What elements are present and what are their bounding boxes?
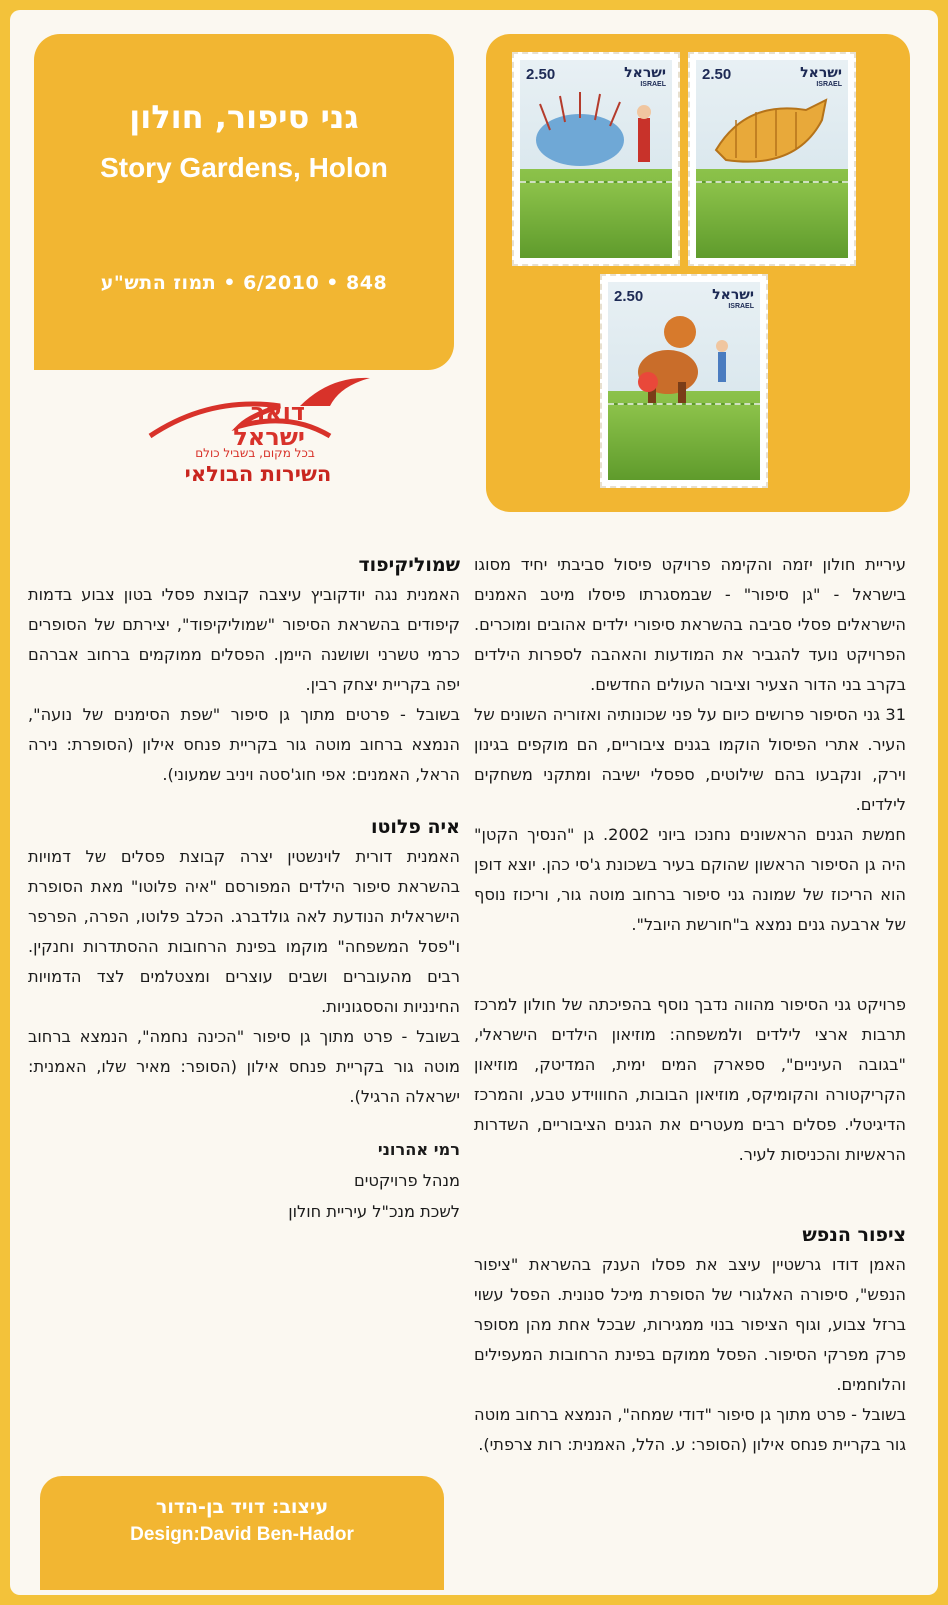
issue-line: 848 • 6/2010 • תמוז התש"ע	[100, 272, 388, 294]
designer-credit	[40, 1476, 444, 1590]
section-heading-bird: ציפור הנפש	[802, 1224, 906, 1246]
shmulik-paragraph: האמנית נגה יודקוביץ עיצבה קבוצת פסלי בטון צבוע בדמות קיפודים בהשראת הסיפור "שמוליקיפוד", יצירתם של הסופרים כרמי טשרני ושושנה היימן. הפסלים ממוקמים ברחוב אברהם יפה בקריית יצחק רבין.	[28, 585, 460, 694]
pluto-paragraph: האמנית דורית לוינשטין יצרה קבוצת פסלים של דמויות בהשראת סיפור הילדים המפורסם "איה פלוטו" מאת הסופרת הישראלית הנודעת לאה גולדברג. הכלב פלוטו, הפרה, הפרפר ו"פסל המשפחה" מוקמו בפינת הרחובות ההסתדרות וחנקין. רבים מהעוברים ושבים עוצרים ומצטלמים לצד הדמויות החינניות והססגוניות.	[28, 847, 460, 1016]
bird-paragraph: האמן דודו גרשטיין עיצב את פסלו הענק בהשראת "ציפור הנפש", סיפורה האלגורי של הסופרת מיכל סנונית. הפסל עשוי ברזל צבוע, וגוף הציפור בנוי ממגירות, שבכל אחת מהן מסופר פרק מפרקי הסיפור. הפסל ממוקם בפינת הרחובות המעפילים והלוחמים.	[474, 1255, 906, 1394]
israel-post-logo	[130, 376, 390, 492]
stamp-denomination: 2.50	[702, 66, 732, 83]
designer-english: Design:David Ben-Hador	[130, 1524, 354, 1545]
culture-paragraph: פרויקט גני הסיפור מהווה נדבך נוסף בהפיכתה של חולון למרכז תרבות ארצי לילדים ולמשפחה: מוזיאון הילדים הישראלי, "בגובה העיניים", ספארק המים ימית, המדיטק, מוזיאון הקריקטורה והקומיקס, מוזיאון הבובות, החוווידע טבע, והמרכז הדיגיטלי. פסלים רבים מעטרים את הגנים הציבוריים, השדרות הראשיות והכניסות לעיר.	[474, 995, 906, 1164]
title-card	[34, 34, 454, 370]
philatelic-service: השירות הבולאי	[184, 462, 332, 486]
post-slogan: בכל מקום, בשביל כולם	[195, 446, 315, 460]
stamps-panel	[486, 34, 910, 512]
stamp-tab	[608, 403, 760, 480]
signature-name: רמי אהרוני	[377, 1140, 460, 1159]
stamp-hedgehog-art	[520, 60, 672, 258]
stamp-denomination: 2.50	[526, 66, 556, 83]
pluto-tab-paragraph: בשובל - פרט מתוך גן סיפור "הכינה נחמה", הנמצא ברחוב מוטה גור בקריית פנחס אילון (הסופר: מאיר שלו, האמנית: ישראלה הרגיל).	[28, 1027, 460, 1106]
bird-tab-paragraph: בשובל - פרט מתוך גן סיפור "דודי שמחה", הנמצא ברחוב מוטה גור בקריית פנחס אילון (הסופר: ע. הלל, האמנית: רות צרפתי).	[474, 1405, 906, 1454]
left-text-column	[28, 550, 460, 1227]
stamp-bird	[688, 52, 856, 266]
stamp-bird-art	[696, 60, 848, 258]
gardens-paragraph: 31 גני הסיפור פרושים כיום על פני שכונותיה ואזוריה השונים של העיר. אתרי הפיסול הוקמו בגנים ציבוריים, הם מוקפים בגינון וירק, ונקבעו בהם שילוטים, ספסלי ישיבה ומתקני משחקים לילדים.	[474, 705, 906, 814]
history-paragraph: חמשת הגנים הראשונים נחנכו ביוני 2002. גן "הנסיך הקטן" היה גן הסיפור הראשון שהוקם בעיר בשכונת ג'סי כהן. יוצא דופן הוא הריכוז של שמונה גני סיפור ברחוב מוטה גור, וריכוז נוסף של ארבעה גנים נמצא ב"חורשת היובל".	[474, 825, 906, 934]
title-english: Story Gardens, Holon	[100, 152, 388, 183]
stamp-country: ישראל ISRAEL	[712, 287, 754, 311]
stamp-hedgehog	[512, 52, 680, 266]
intro-paragraph: עיריית חולון יזמה והקימה פרויקט פיסול סביבתי יחיד מסוגו בישראל - "גן סיפור" - שבמסגרתו פיסלו מיטב האמנים הישראלים פסלי סביבה בהשראת סיפורי ילדים אהובים ומוכרים. הפרויקט נועד להגביר את המודעות והאהבה לספרות הילדים בקרב בני הדור הצעיר וציבור העולים החדשים.	[474, 555, 906, 694]
stamp-tab	[696, 181, 848, 258]
right-text-column	[474, 550, 906, 1460]
post-name: דואר ישראל	[233, 398, 305, 452]
stamp-pluto-art	[608, 282, 760, 480]
stamp-denomination: 2.50	[614, 288, 644, 305]
section-heading-pluto: איה פלוטו	[370, 816, 460, 838]
stamp-pluto	[600, 274, 768, 488]
title-hebrew: גני סיפור, חולון	[129, 98, 359, 136]
signature-organization: לשכת מנכ"ל עיריית חולון	[288, 1202, 460, 1221]
section-heading-shmulik: שמוליקיפוד	[358, 554, 460, 576]
shmulik-tab-paragraph: בשובל - פרטים מתוך גן סיפור "שפת הסימנים של נועה", הנמצא ברחוב מוטה גור בקריית פנחס אילון (הסופרת: נירה הראל, האמנים: אפי חוג'סטה ויניב שמעוני).	[28, 705, 460, 784]
stamp-country: ישראל ISRAEL	[624, 65, 666, 89]
signature-block	[28, 1134, 460, 1227]
signature-role: מנהל פרויקטים	[353, 1171, 460, 1190]
stamp-tab	[520, 181, 672, 258]
stamp-country: ישראל ISRAEL	[800, 65, 842, 89]
designer-hebrew: עיצוב: דויד בן-הדור	[155, 1496, 329, 1518]
